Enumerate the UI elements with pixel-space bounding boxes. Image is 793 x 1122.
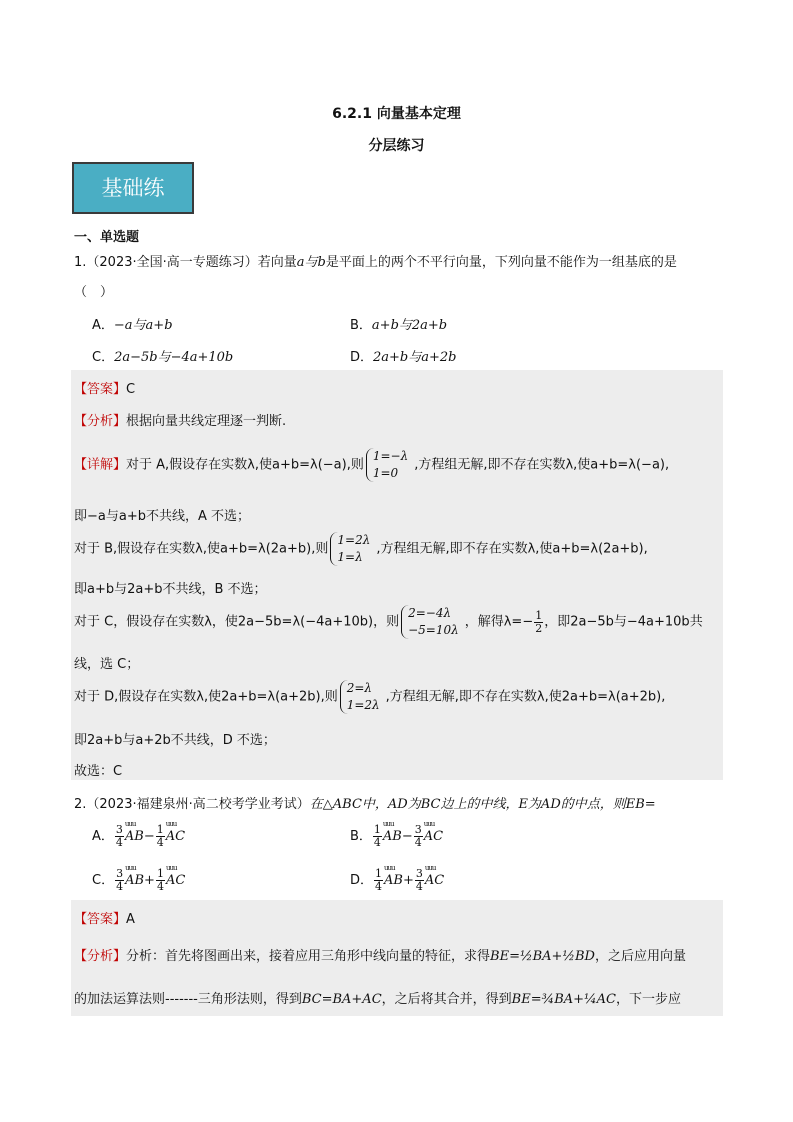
q1-detail-line-3: 对于 B,假设存在实数λ,使a+b=λ(2a+b),则 1=2λ 1=λ ,方程组无解,即不存在实数λ,使a+b=λ(2a+b), [74,533,648,564]
q1-half-fraction: $\frac{1}{2}$ [535,608,543,635]
q2-source: （2023·福建泉州·高二校考学业考试） [86,797,310,812]
section-badge: 基础练 [72,162,194,214]
q1-source: （2023·全国·高一专题练习） [86,255,258,270]
q1-detail-line-2: 即−a与a+b不共线，A 不选； [74,509,250,524]
q2-number: 2. [74,797,87,812]
q1-conclusion: 故选：C [74,764,123,779]
q1-system-b: 1=2λ 1=λ [330,532,374,566]
q1-system-d: 2=λ 1=2λ [340,680,384,714]
q1-system-c: 2=−4λ −5=10λ [401,605,463,639]
q1-stem-a: 若向量 [257,255,297,270]
q1-detail-line-8: 即2a+b与a+2b不共线，D 不选； [74,733,276,748]
page-subtitle: 分层练习 [368,138,425,154]
q1-number: 1. [74,255,87,270]
q1-system-a: 1=−λ 1=0 [366,448,412,482]
q2-option-b: B． $\frac{1}{4}$ uuu AB− $\frac{3}{4}$ uuu AC [350,824,443,849]
q2-option-d: D． $\frac{1}{4}$ uuu AB+ $\frac{3}{4}$ uuu AC [350,868,444,893]
q1-detail-line-4: 即a+b与2a+b不共线，B 不选； [74,582,267,597]
q1-detail-line-6: 线，选 C； [74,657,140,672]
q1-option-b: B．a+b与2a+b [350,318,448,333]
q1-option-d: D．2a+b与a+2b [350,350,457,365]
q2-formula-3: BE=¾BA+¼AC [511,992,616,1007]
q2-formula-2: BC=BA+AC [301,992,382,1007]
q2-stem-text: 在△ABC中，AD为BC边上的中线，E为AD的中点，则EB= [309,797,656,812]
q1-solution-box [71,370,723,780]
q1-detail-line-1: 【详解】对于 A,假设存在实数λ,使a+b=λ(−a),则 1=−λ 1=0 ,方程组无解,即不存在实数λ,使a+b=λ(−a), [74,449,670,480]
question-2-stem [74,793,656,812]
q1-detail-line-7: 对于 D,假设存在实数λ,使2a+b=λ(a+2b),则 2=λ 1=2λ ,方程组无解,即不存在实数λ,使2a+b=λ(a+2b), [74,681,666,712]
page-title: 6.2.1 向量基本定理 [332,106,461,122]
q1-analysis: 【分析】根据向量共线定理逐一判断. [74,414,287,429]
section-heading: 一、单选题 [74,230,140,245]
q1-option-a: A．−a与a+b [92,318,173,333]
q2-answer: 【答案】A [74,912,135,927]
q2-analysis-line-1: 【分析】分析：首先将图画出来，接着应用三角形中线向量的特征，求得BE=½BA+½BD，之后应用向量 [74,949,686,964]
q1-paren: （ ） [74,285,114,300]
q1-detail-line-5: 对于 C，假设存在实数λ，使2a−5b=λ(−4a+10b)，则 2=−4λ −5=10λ ，解得λ=− $\frac{1}{2}$ ，即2a−5b与−4a+10b共 [74,606,703,637]
q2-option-c: C． $\frac{3}{4}$ uuu AB+ $\frac{1}{4}$ uuu AC [92,868,185,893]
q2-analysis-line-2: 的加法运算法则-------三角形法则，得到BC=BA+AC，之后将其合并，得到BE=¾BA+¼AC，下一步应 [74,992,681,1007]
question-1-stem [74,251,677,270]
q1-option-c: C．2a−5b与−4a+10b [92,350,234,365]
q2-option-a: A． $\frac{3}{4}$ uuu AB− $\frac{1}{4}$ uuu AC [92,824,185,849]
q2-formula-1: BE=½BA+½BD [490,949,595,964]
q1-answer: 【答案】C [74,382,136,397]
q1-stem-vectors: a与b [296,255,326,270]
q1-stem-c: 是平面上的两个不平行向量，下列向量不能作为一组基底的是 [325,255,677,270]
